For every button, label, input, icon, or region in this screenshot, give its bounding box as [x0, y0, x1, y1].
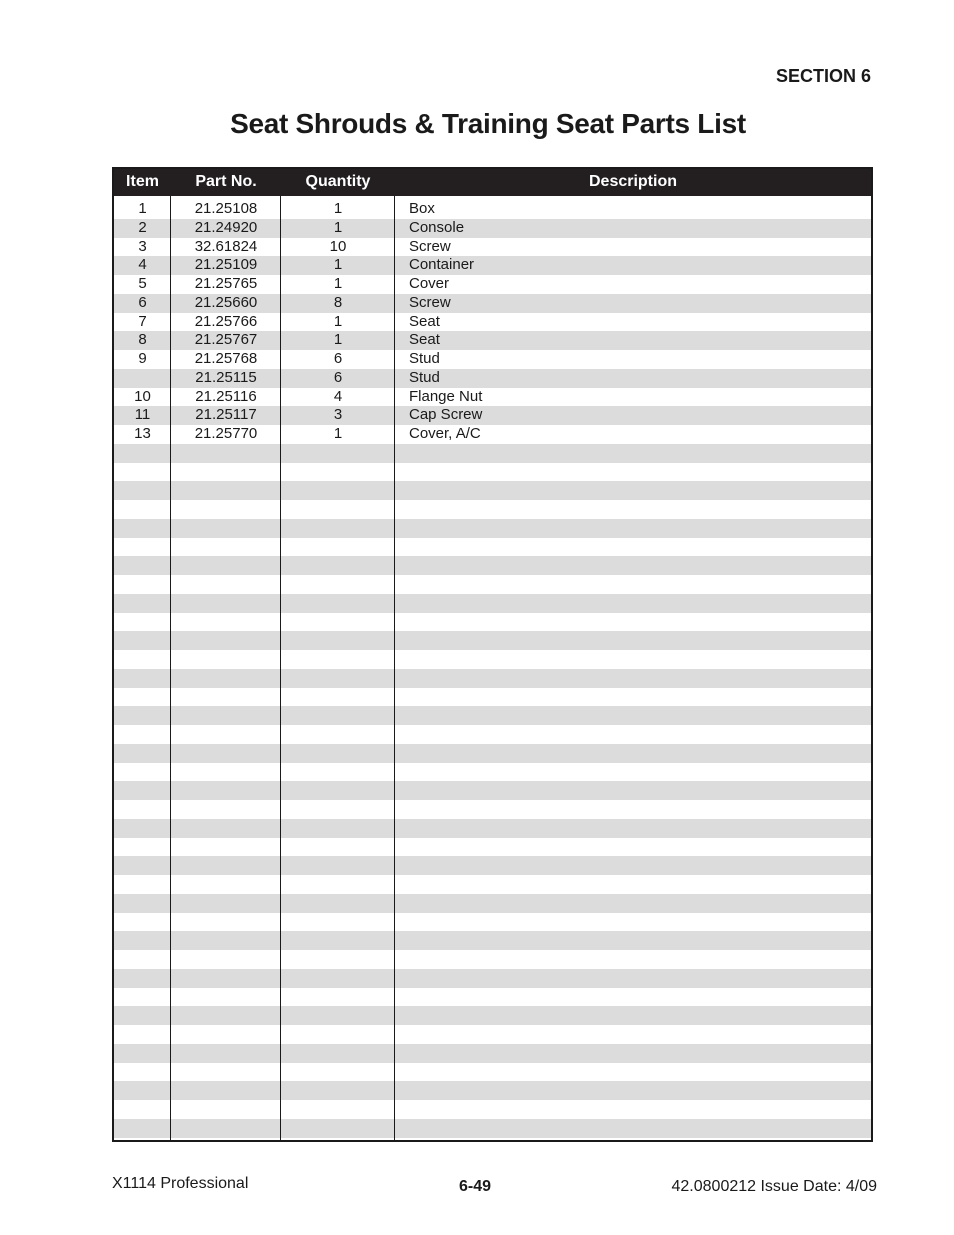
table-row [114, 556, 871, 575]
column-header-description: Description [588, 173, 677, 190]
table-cell-quantity: 1 [333, 331, 343, 349]
column-header-item: Item [126, 173, 159, 190]
table-row [114, 219, 871, 238]
table-row [114, 519, 871, 538]
table-cell-item: 1 [138, 200, 147, 217]
table-cell-description: Stud [409, 350, 440, 367]
table-cell-description: Console [409, 218, 465, 236]
table-row [114, 669, 871, 688]
table-rows [114, 200, 871, 1138]
column-divider [170, 196, 171, 1140]
table-cell-part-no: 21.25115 [195, 368, 257, 386]
table-cell-description: Container [409, 256, 475, 274]
table-cell-part-no: 21.25767 [194, 331, 258, 349]
footer-page-number: 6-49 [459, 1178, 492, 1195]
table-row [114, 988, 871, 1007]
table-row [114, 856, 871, 875]
table-row [114, 894, 871, 913]
table-cell-description: Flange Nut [409, 387, 483, 405]
table-cell-part-no: 21.25766 [194, 312, 258, 330]
table-cell-description: Cover [409, 275, 450, 292]
table-cell-quantity: 6 [333, 368, 343, 386]
table-row [114, 238, 871, 257]
table-cell-quantity: 6 [333, 350, 343, 367]
table-cell-part-no: 21.25109 [194, 256, 258, 274]
table-cell-description: Screw [409, 237, 451, 255]
table-cell-quantity: 10 [329, 237, 347, 255]
table-cell-item: 7 [138, 312, 147, 330]
table-cell-part-no: 21.25108 [194, 200, 258, 217]
table-row [114, 369, 871, 388]
table-row [114, 331, 871, 350]
table-cell-description: Screw [409, 293, 451, 311]
column-header-quantity: Quantity [305, 173, 371, 190]
table-cell-quantity: 1 [333, 200, 343, 217]
table-row [114, 781, 871, 800]
table-cell-description: Stud [409, 368, 440, 386]
table-row [114, 350, 871, 369]
table-row [114, 650, 871, 669]
table-row [114, 838, 871, 857]
table-cell-quantity: 1 [333, 218, 343, 236]
table-cell-item: 10 [134, 387, 151, 405]
table-row [114, 744, 871, 763]
table-row [114, 1081, 871, 1100]
table-cell-description: Cover, A/C [409, 425, 481, 442]
table-cell-quantity: 1 [333, 312, 343, 330]
table-cell-item: 8 [138, 331, 147, 349]
table-cell-quantity: 4 [333, 387, 343, 405]
table-cell-quantity: 3 [333, 406, 343, 424]
table-cell-part-no: 21.25117 [195, 406, 257, 424]
table-cell-part-no: 21.25765 [194, 275, 258, 292]
table-row [114, 1119, 871, 1138]
table-row [114, 463, 871, 482]
table-row [114, 256, 871, 275]
table-cell-quantity: 1 [333, 425, 343, 442]
table-cell-item: 3 [138, 237, 147, 255]
table-row [114, 444, 871, 463]
parts-table [112, 167, 873, 1142]
table-row [114, 763, 871, 782]
table-row [114, 631, 871, 650]
page-title: Seat Shrouds & Training Seat Parts List [230, 108, 746, 139]
table-row [114, 313, 871, 332]
table-cell-item: 13 [134, 425, 151, 442]
column-header-part-no: Part No. [195, 173, 257, 190]
table-cell-part-no: 21.25768 [194, 350, 258, 367]
footer-model: X1114 Professional [112, 1175, 249, 1192]
table-row [114, 594, 871, 613]
table-row [114, 1044, 871, 1063]
table-row [114, 500, 871, 519]
table-row [114, 538, 871, 557]
table-cell-description: Cap Screw [409, 406, 483, 424]
table-header [114, 169, 871, 196]
table-row [114, 819, 871, 838]
table-row [114, 481, 871, 500]
table-cell-item: 2 [138, 218, 147, 236]
footer-doc-issue: 42.0800212 Issue Date: 4/09 [671, 1178, 877, 1195]
table-cell-description: Box [409, 200, 435, 217]
table-cell-quantity: 1 [333, 256, 343, 274]
table-row [114, 1025, 871, 1044]
table-cell-item: 9 [138, 350, 147, 367]
table-row [114, 969, 871, 988]
table-cell-description: Seat [409, 312, 440, 330]
table-row [114, 931, 871, 950]
table-row [114, 1100, 871, 1119]
section-label: SECTION 6 [775, 66, 871, 86]
table-cell-part-no: 21.24920 [194, 218, 258, 236]
table-cell-item: 11 [134, 406, 151, 424]
table-row [114, 613, 871, 632]
table-row [114, 275, 871, 294]
table-row [114, 913, 871, 932]
column-divider [280, 196, 281, 1140]
table-cell-item: 5 [138, 275, 147, 292]
table-cell-part-no: 32.61824 [194, 237, 258, 255]
table-cell-description: Seat [409, 331, 440, 349]
table-row [114, 406, 871, 425]
table-cell-part-no: 21.25660 [194, 293, 258, 311]
table-row [114, 200, 871, 219]
table-row [114, 800, 871, 819]
table-row [114, 1006, 871, 1025]
table-row [114, 294, 871, 313]
table-row [114, 875, 871, 894]
table-cell-item: 4 [138, 256, 147, 274]
table-row [114, 425, 871, 444]
table-row [114, 688, 871, 707]
table-row [114, 706, 871, 725]
table-cell-part-no: 21.25770 [194, 425, 258, 442]
table-row [114, 1063, 871, 1082]
table-row [114, 725, 871, 744]
table-row [114, 575, 871, 594]
table-cell-quantity: 8 [333, 293, 343, 311]
table-cell-quantity: 1 [333, 275, 343, 292]
column-divider [394, 196, 395, 1140]
table-row [114, 950, 871, 969]
table-row [114, 388, 871, 407]
table-cell-item: 6 [138, 293, 147, 311]
table-cell-part-no: 21.25116 [195, 387, 257, 405]
